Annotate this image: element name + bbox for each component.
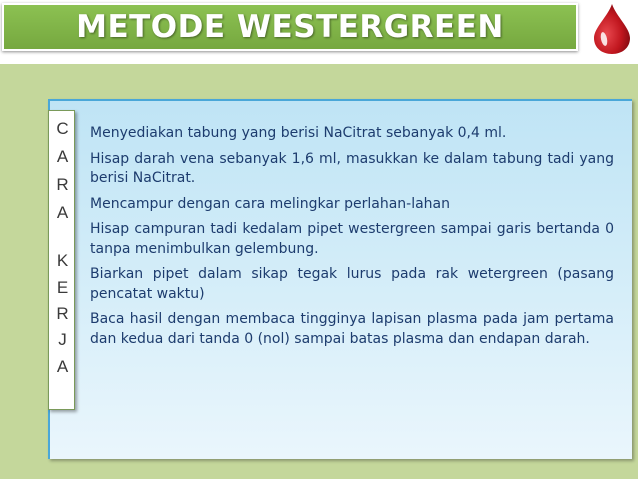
side-label-letter: A [56, 357, 69, 376]
procedure-step: Biarkan pipet dalam sikap tegak lurus pada rak wetergreen (pasang pencatat waktu) [90, 266, 614, 302]
slide-title: METODE WESTERGREEN [76, 9, 504, 45]
procedure-step: Hisap darah vena sebanyak 1,6 ml, masukkan ke dalam tabung tadi yang berisi NaCitrat. [90, 150, 614, 186]
side-label-cara-kerja [48, 110, 75, 410]
procedure-step: Mencampur dengan cara melingkar perlahan-lahan [90, 195, 451, 212]
procedure-steps-list [90, 124, 614, 355]
side-label-letter: E [56, 278, 69, 297]
title-box [2, 3, 578, 51]
side-label-letter: K [56, 251, 69, 270]
side-label-letter: R [56, 304, 69, 323]
side-label-letter: C [56, 119, 69, 138]
procedure-step: Menyediakan tabung yang berisi NaCitrat sebanyak 0,4 ml. [90, 125, 507, 141]
side-label-letter: A [56, 147, 69, 166]
procedure-step: Baca hasil dengan membaca tingginya lapisan plasma pada jam pertama dan kedua dari tanda 0 (nol) sampai batas plasma dan endapan darah. [90, 311, 614, 347]
side-label-letter: R [56, 175, 69, 194]
procedure-step: Hisap campuran tadi kedalam pipet westergreen sampai garis bertanda 0 tanpa menimbulkan gelembung. [90, 221, 614, 257]
side-label-letter: A [56, 203, 69, 222]
blood-drop-icon [592, 2, 632, 56]
side-label-letter: J [58, 330, 67, 349]
